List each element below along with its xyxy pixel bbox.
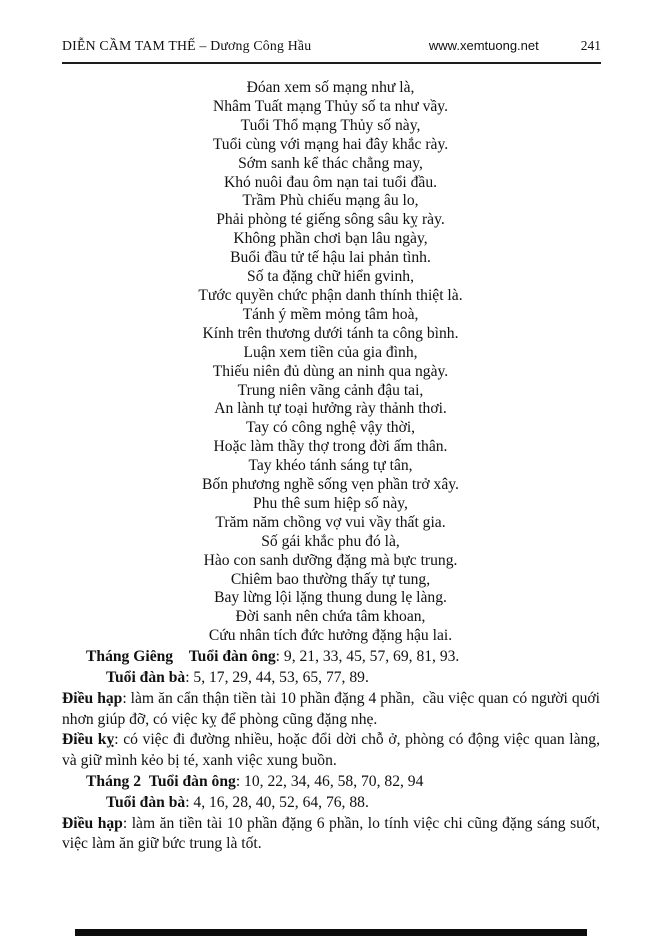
poem-line: Trăm năm chồng vợ vui vầy thất gia. xyxy=(215,513,446,531)
month1-dieu-hap-text: : làm ăn cẩn thận tiền tài 10 phần đặng 4 phần, cầu việc quan có người quới nhơn giúp đỡ, có việc kỵ để phòng cũng đặng nhẹ. xyxy=(62,689,600,728)
month2-header-text: : 10, 22, 34, 46, 58, 70, 82, 94 xyxy=(235,772,424,790)
month1-header-text: : 9, 21, 33, 45, 57, 69, 81, 93. xyxy=(275,648,460,666)
poem-line: Cứu nhân tích đức hưởng đặng hậu lai. xyxy=(208,627,453,645)
month2-header xyxy=(62,772,600,793)
poem xyxy=(0,79,661,646)
month2-dieu-hap-text: : làm ăn tiền tài 10 phần đặng 6 phần, lo tính việc chi cũng đặng sáng suốt, việc làm ăn giữ bức trung là tốt. xyxy=(62,814,600,853)
month1-women xyxy=(62,668,600,689)
month1-header-text xyxy=(173,648,189,665)
book-title: DIỄN CẦM TAM THẾ – Dương Công Hầu xyxy=(62,38,312,53)
month2-women-label: Tuổi đàn bà xyxy=(106,793,186,811)
poem-line: Sớm sanh kể thác chẳng may, xyxy=(238,154,423,172)
poem-line: Tước quyền chức phận danh thính thiệt là. xyxy=(198,286,463,304)
poem-line: Buổi đầu tử tế hậu lai phản tình. xyxy=(230,249,431,267)
month2-header-label: Tuổi đàn ông xyxy=(148,772,236,790)
poem-line: Bốn phương nghề sống vẹn phần trở xây. xyxy=(202,476,459,494)
page-bottom-scan-bar xyxy=(75,929,587,936)
sections xyxy=(62,647,600,855)
poem-line: Đời sanh nên chứa tâm khoan, xyxy=(235,608,426,626)
month2-header-label: Tháng 2 xyxy=(86,772,142,790)
poem-line: Phu thê sum hiệp số này, xyxy=(253,494,408,512)
month1-header-label: Tuổi đàn ông xyxy=(188,648,276,666)
month2-women-text: : 4, 16, 28, 40, 52, 64, 76, 88. xyxy=(185,793,369,811)
poem-line: Tuổi Thổ mạng Thủy số này, xyxy=(240,116,421,134)
poem-line: An lành tự toại hưởng rày thảnh thơi. xyxy=(214,400,447,418)
poem-line: Hào con sanh dưỡng đặng mà bực trung. xyxy=(203,551,458,569)
poem-line: Kính trên thương dưới tánh ta công bình. xyxy=(202,324,459,342)
month2-dieu-hap-label: Điều hạp xyxy=(62,814,123,832)
month1-header-label: Tháng Giêng xyxy=(86,648,174,666)
poem-line: Tuổi cùng với mạng hai đây khắc rày. xyxy=(212,135,449,153)
month2-dieu-hap xyxy=(62,814,600,856)
month1-dieu-hap xyxy=(62,689,600,731)
poem-line: Trầm Phù chiếu mạng âu lo, xyxy=(242,192,419,210)
page-header xyxy=(0,0,661,54)
poem-line: Số gái khắc phu đó là, xyxy=(261,532,400,550)
poem-line: Thiếu niên đủ dùng an ninh qua ngày. xyxy=(212,362,449,380)
poem-line: Số ta đặng chữ hiển gvinh, xyxy=(247,268,414,286)
poem-line: Tay có công nghệ vậy thời, xyxy=(245,419,416,437)
month1-dieu-hap-label: Điều hạp xyxy=(62,689,123,707)
poem-line: Đóan xem số mạng như là, xyxy=(246,79,415,96)
header-divider xyxy=(62,62,601,64)
month2-header-text xyxy=(141,773,149,790)
poem-line: Khó nuôi đau ôm nạn tai tuổi đầu. xyxy=(223,173,438,191)
poem-line: Tánh ý mềm mỏng tâm hoà, xyxy=(242,305,419,323)
month1-dieu-ky-label: Điều kỵ xyxy=(62,731,115,749)
month1-women-label: Tuổi đàn bà xyxy=(106,668,186,686)
poem-line: Trung niên vãng cảnh đậu tai, xyxy=(237,381,424,399)
poem-line: Không phần chơi bạn lâu ngày, xyxy=(233,230,428,248)
website-url: www.xemtuong.net xyxy=(428,38,539,53)
poem-line: Nhâm Tuất mạng Thủy số ta như vầy. xyxy=(213,97,448,115)
month1-dieu-ky-text: : có việc đi đường nhiều, hoặc đổi dời chỗ ở, phòng có động việc quan làng, và giữ mình kẻo bị té, xanh việc xung buồn. xyxy=(62,731,600,770)
poem-line: Luận xem tiền của gia đình, xyxy=(243,343,418,361)
poem-line: Chiêm bao thường thấy tự tung, xyxy=(230,570,431,588)
month1-header xyxy=(62,647,600,668)
month1-dieu-ky xyxy=(62,730,600,772)
month1-women-text: : 5, 17, 29, 44, 53, 65, 77, 89. xyxy=(185,668,369,686)
page-number: 241 xyxy=(580,38,601,53)
month2-women xyxy=(62,793,600,814)
poem-line: Hoặc làm thầy thợ trong đời ấm thân. xyxy=(213,438,448,456)
poem-line: Phải phòng té giếng sông sâu kỵ rày. xyxy=(216,211,445,229)
poem-line: Bay lừng lội lặng thung dung lẹ làng. xyxy=(214,589,447,607)
poem-line: Tay khéo tánh sáng tự tân, xyxy=(248,457,413,475)
